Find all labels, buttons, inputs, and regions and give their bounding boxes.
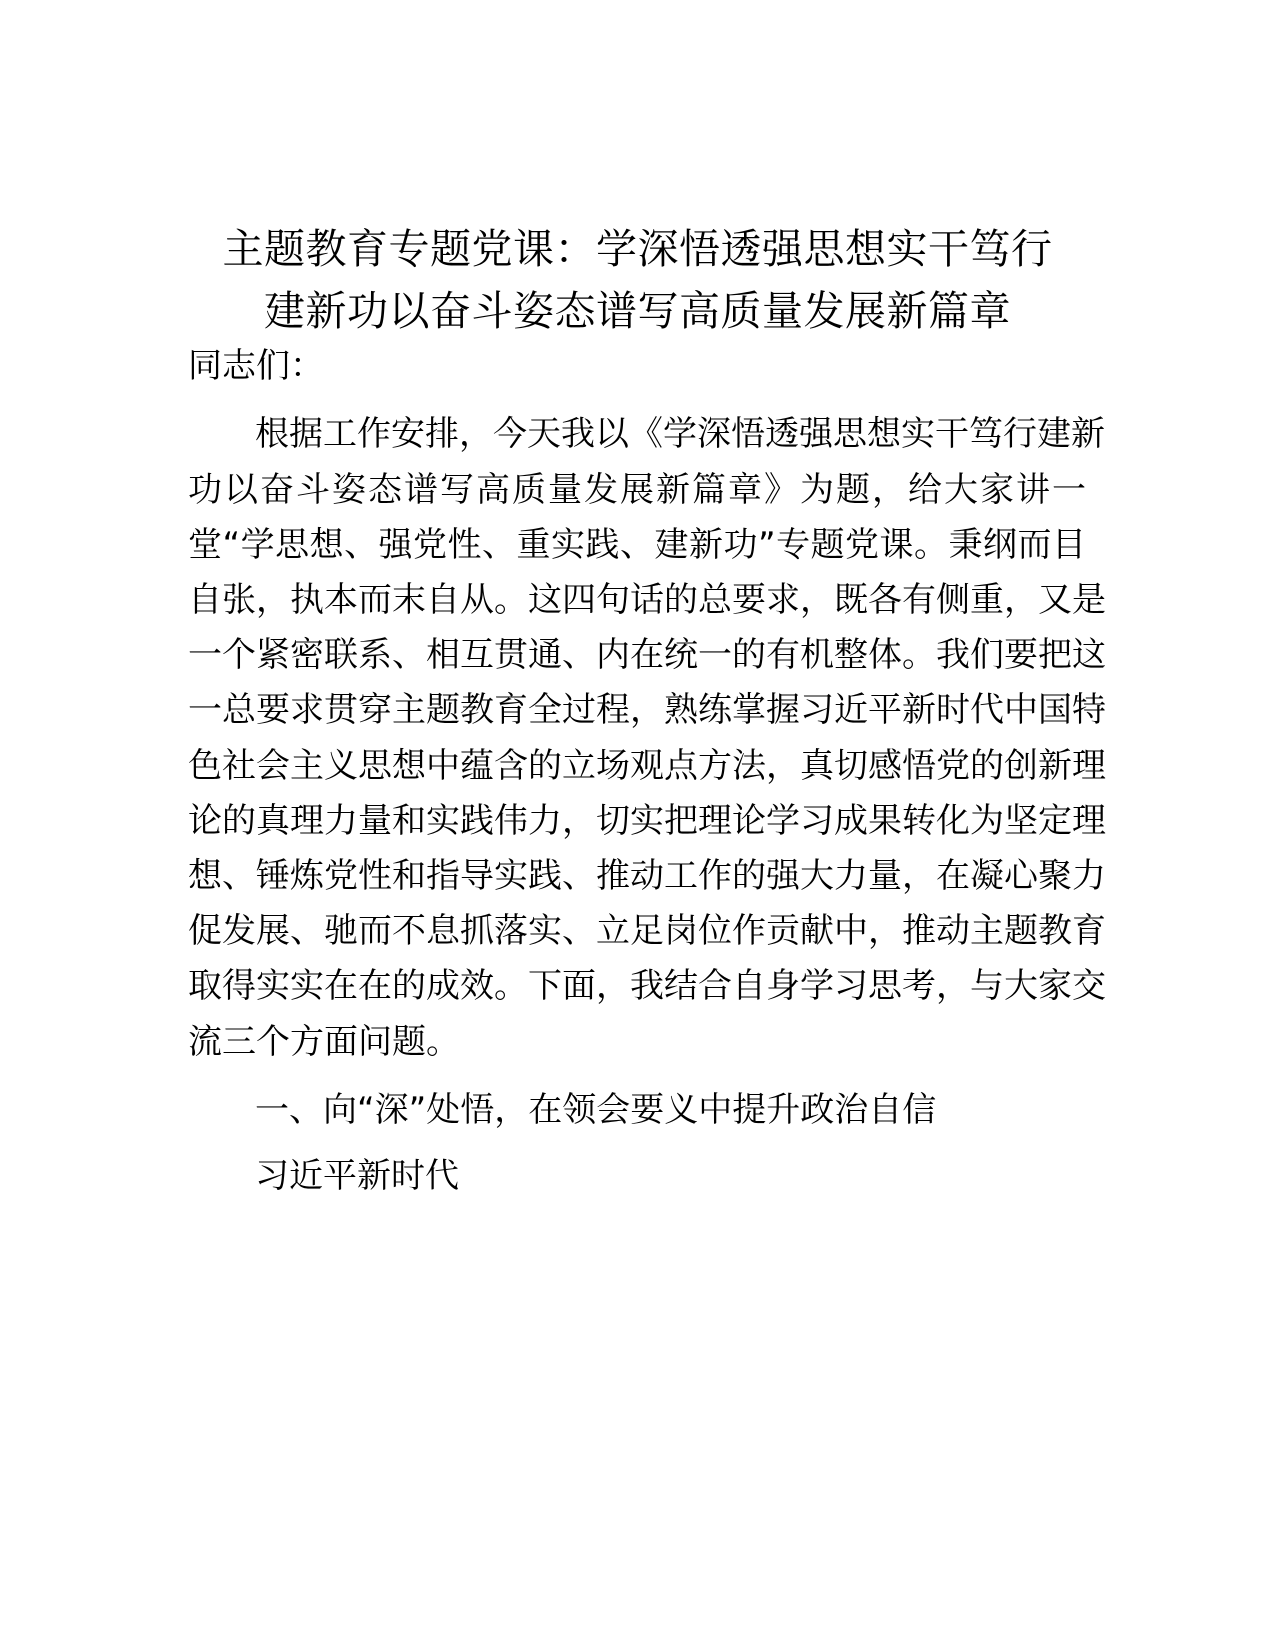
body-line: 促发展、驰而不息抓落实、立足岗位作贡献中，推动主题教育 (188, 911, 1106, 951)
document-title-line-1: 主题教育专题党课：学深悟透强思想实干笃行 (222, 225, 1053, 273)
section-heading: 一、向“深”处悟，在领会要义中提升政治自信 (255, 1090, 937, 1130)
body-line: 流三个方面问题。 (188, 1022, 460, 1062)
section-text: 习近平新时代 (255, 1156, 459, 1196)
body-line: 功以奋斗姿态谱写高质量发展新篇章》为题，给大家讲一 (188, 470, 1086, 510)
body-line: 论的真理力量和实践伟力，切实把理论学习成果转化为坚定理 (188, 801, 1106, 841)
salutation: 同志们： (188, 346, 324, 386)
body-line: 堂“学思想、强党性、重实践、建新功”专题党课。秉纲而目 (188, 525, 1086, 565)
body-line: 取得实实在在的成效。下面，我结合自身学习思考，与大家交 (188, 966, 1106, 1006)
body-line: 一总要求贯穿主题教育全过程，熟练掌握习近平新时代中国特 (188, 690, 1106, 730)
document-title-line-2: 建新功以奋斗姿态谱写高质量发展新篇章 (264, 287, 1011, 335)
body-line: 一个紧密联系、相互贯通、内在统一的有机整体。我们要把这 (188, 635, 1106, 675)
body-line: 想、锤炼党性和指导实践、推动工作的强大力量，在凝心聚力 (188, 856, 1106, 896)
body-line: 根据工作安排，今天我以《学深悟透强思想实干笃行建新 (255, 414, 1105, 454)
body-line: 自张，执本而末自从。这四句话的总要求，既各有侧重，又是 (188, 580, 1106, 620)
body-line: 色社会主义思想中蕴含的立场观点方法，真切感悟党的创新理 (188, 746, 1106, 786)
